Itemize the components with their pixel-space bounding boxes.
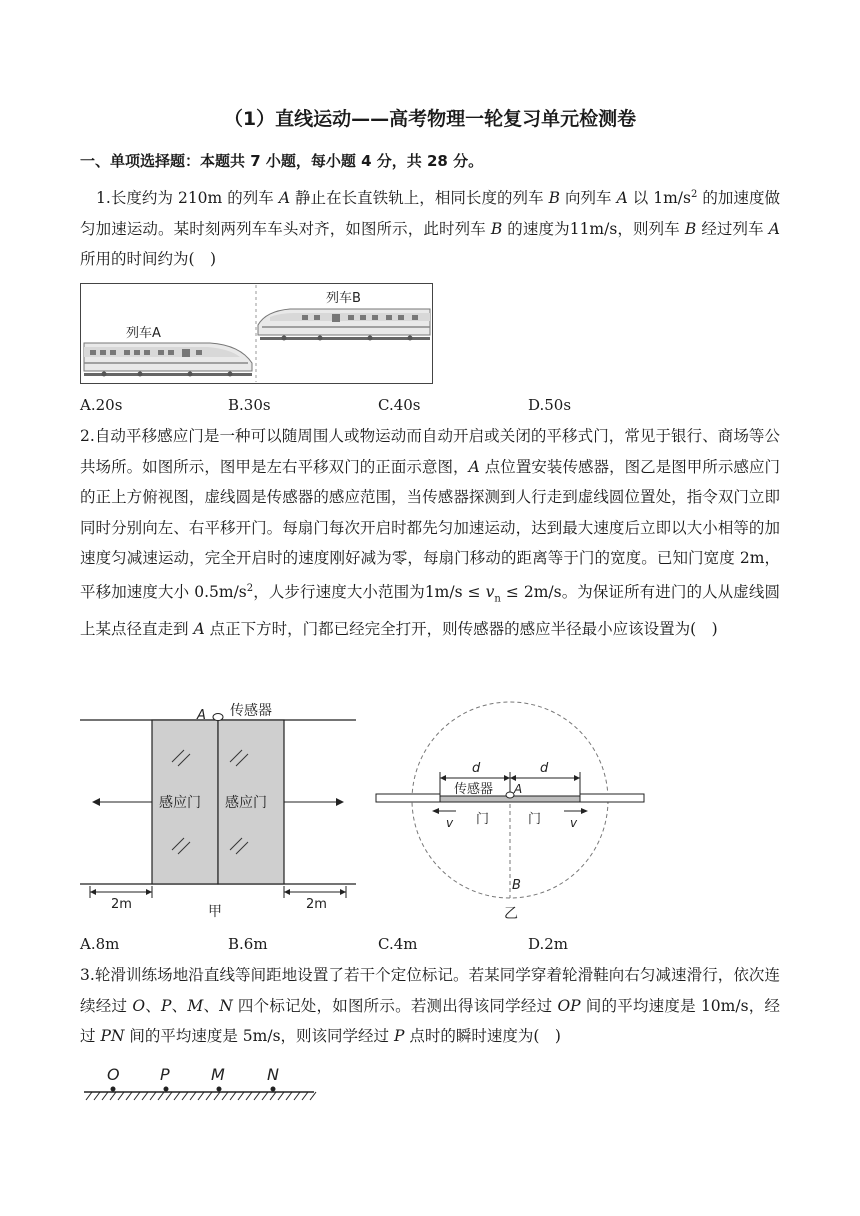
mark-m: M [211,1065,225,1084]
svg-text:门: 门 [528,812,542,827]
svg-text:v: v [570,816,578,830]
figure-yi-label: 乙 [504,906,518,922]
mark-o: O [107,1065,120,1084]
sensor-label: 传感器 [230,703,272,719]
question-2-text: 2.自动平移感应门是一种可以随周围人或物运动而自动开启或关闭的平移式门，常见于银行、商场等公共场所。如图所示，图甲是左右平移双门的正面示意图，A 点位置安装传感器，图乙是图甲所示感应门的正上方俯视图，虚线圆是传感器的感应范围，当传感器探测到人行走到虚线圆位置处，指令双门立即同时分别向左、右平移开门。每扇门每次开启时都先匀加速运动，达到最大速度后立即以大小相等的加速度匀减速运动，完全开启时的速度刚好减为零，每扇门移动的距离等于门的宽度。已知门宽度 2m，平移加速度大小 $0.5m/s^2$，人步行速度大小范围为$1m/s \le v_n \le 2m/s$。为保证所有进门的人从虚线圆上某点径直走到 A 点正下方时，门都已经完全打开，则传感器的感应半径最小应该设置为( ) [80,427,780,639]
svg-text:B: B [512,878,521,893]
svg-text:门: 门 [476,812,490,827]
svg-text:v: v [446,816,454,830]
option-a[interactable]: A.20s [80,396,123,414]
door-right-label: 感应门 [225,795,267,811]
door-front-figure [80,700,370,922]
train-figure [80,283,434,385]
section-heading: 一、单项选择题：本题共 7 小题，每小题 4 分，共 28 分。 [80,152,484,170]
option-d[interactable]: D.50s [528,396,572,414]
option-c[interactable]: C.4m [378,935,418,953]
svg-text:A: A [514,782,523,796]
svg-text:2m: 2m [306,897,327,912]
option-d[interactable]: D.2m [528,935,569,953]
option-a[interactable]: A.8m [80,935,120,953]
train-a-label: 列车A [126,326,161,341]
option-b[interactable]: B.6m [228,935,268,953]
figure-jia-label: 甲 [208,904,222,920]
door-top-figure [372,700,648,922]
question-1-options [80,396,780,418]
option-b[interactable]: B.30s [228,396,271,414]
svg-text:A: A [197,708,206,723]
svg-text:d: d [540,761,549,776]
mark-n: N [267,1065,279,1084]
question-1-text: 1.长度约为 210m 的列车 A 静止在长直铁轨上，相同长度的列车 B 向列车 A 以 $1m/s^2$ 的加速度做匀加速运动。某时刻两列车车头对齐，如图所示，此时列车 B 的速度为11m/s，则列车 B 经过列车 A 所用的时间约为( ) [80,189,781,269]
mark-p: P [160,1065,170,1084]
option-c[interactable]: C.40s [378,396,421,414]
train-a-icon [84,343,252,377]
svg-text:2m: 2m [111,897,132,912]
svg-text:传感器: 传感器 [454,782,494,797]
track-figure [80,1060,320,1104]
question-2-options [80,935,780,957]
door-left-label: 感应门 [159,795,201,811]
train-b-label: 列车B [326,291,361,306]
svg-text:d: d [472,761,481,776]
page-title: （1）直线运动——高考物理一轮复习单元检测卷 [223,108,637,130]
question-3-text: 3.轮滑训练场地沿直线等间距地设置了若干个定位标记。若某同学穿着轮滑鞋向右匀减速滑行，依次连续经过 O、P、M、N 四个标记处，如图所示。若测出得该同学经过 OP 间的平均速度是 10m/s，经过 PN 间的平均速度是 5m/s，则该同学经过 P 点时的瞬时速度为( ) [80,966,780,1045]
